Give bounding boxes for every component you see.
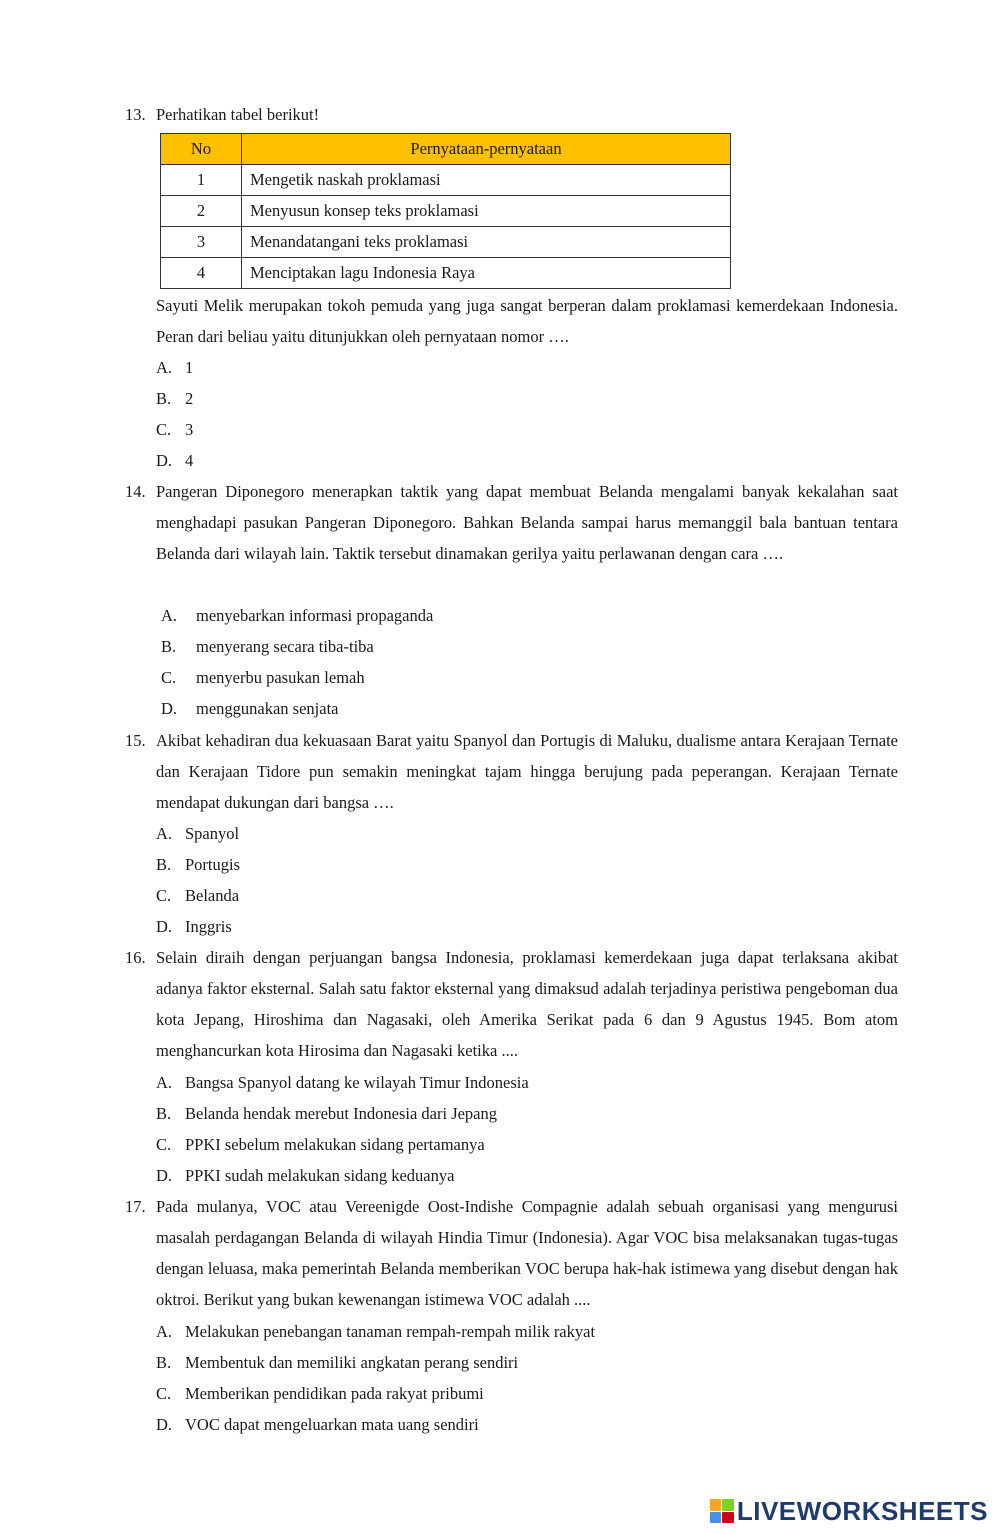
option-letter: B. [156, 855, 172, 874]
question-13-text [125, 290, 898, 352]
question-17 [125, 1191, 898, 1315]
option-text: Portugis [185, 855, 241, 874]
question-15 [125, 725, 898, 818]
question-14 [125, 476, 898, 600]
question-title: Perhatikan tabel berikut! [156, 105, 320, 124]
option-text: 1 [185, 358, 194, 377]
option-letter: B. [156, 1104, 172, 1123]
option-letter: D. [156, 1166, 173, 1185]
option-text: 3 [185, 420, 194, 439]
row-statement: Menandatangani teks proklamasi [242, 227, 731, 258]
option-text: Membentuk dan memiliki angkatan perang sendiri [185, 1353, 519, 1372]
option-letter: D. [161, 699, 178, 718]
question-text: Selain diraih dengan perjuangan bangsa Indonesia, proklamasi kemerdekaan juga dapat terlaksana akibat adanya faktor eksternal. Salah satu faktor eksternal yang dimaksud adalah terjadinya peristiwa pengeboman dua kota Jepang, Hiroshima dan Nagasaki, oleh Amerika Serikat pada 6 dan 9 Agustus 1945. Bom atom menghancurkan kota Hirosima dan Nagasaki ketika .... [156, 948, 898, 1060]
option-letter: A. [156, 358, 173, 377]
row-statement: Menyusun konsep teks proklamasi [242, 196, 731, 227]
option-letter: A. [156, 824, 173, 843]
row-number: 1 [161, 165, 242, 196]
table-row [161, 165, 731, 196]
table-row [161, 227, 731, 258]
question-number: 13. [125, 105, 146, 124]
option-letter: C. [156, 886, 172, 905]
question-13 [125, 99, 898, 130]
question-number: 15. [125, 731, 146, 750]
option-text: menyebarkan informasi propaganda [196, 606, 434, 625]
option-letter: A. [156, 1322, 173, 1341]
option-letter: D. [156, 451, 173, 470]
option-letter: C. [156, 420, 172, 439]
option-text: Bangsa Spanyol datang ke wilayah Timur Indonesia [185, 1073, 529, 1092]
table-row [161, 196, 731, 227]
header-statements: Pernyataan-pernyataan [242, 134, 731, 165]
option-text: menyerbu pasukan lemah [196, 668, 365, 687]
row-statement: Menciptakan lagu Indonesia Raya [242, 258, 731, 289]
table-header-row [161, 134, 731, 165]
option-letter: B. [161, 637, 177, 656]
question-text: Sayuti Melik merupakan tokoh pemuda yang juga sangat berperan dalam proklamasi kemerdekaan Indonesia. Peran dari beliau yaitu ditunjukkan oleh pernyataan nomor …. [156, 296, 898, 346]
option-letter: B. [156, 1353, 172, 1372]
question-16 [125, 942, 898, 1066]
statements-table [160, 133, 731, 289]
table-row [161, 258, 731, 289]
option-letter: A. [156, 1073, 173, 1092]
option-text: Spanyol [185, 824, 240, 843]
option-text: PPKI sudah melakukan sidang keduanya [185, 1166, 455, 1185]
question-number: 16. [125, 948, 146, 967]
header-no: No [161, 134, 242, 165]
option-text: menyerang secara tiba-tiba [196, 637, 374, 656]
option-text: VOC dapat mengeluarkan mata uang sendiri [185, 1415, 479, 1434]
liveworksheets-logo-icon [710, 1499, 734, 1523]
question-number: 14. [125, 482, 146, 501]
option-letter: C. [156, 1384, 172, 1403]
option-text: Melakukan penebangan tanaman rempah-rempah milik rakyat [185, 1322, 596, 1341]
option-text: Belanda hendak merebut Indonesia dari Jepang [185, 1104, 498, 1123]
option-text: 2 [185, 389, 194, 408]
option-letter: C. [156, 1135, 172, 1154]
row-number: 2 [161, 196, 242, 227]
option-letter: D. [156, 917, 173, 936]
brand-name: LIVEWORKSHEETS [736, 1495, 988, 1526]
question-text: Akibat kehadiran dua kekuasaan Barat yaitu Spanyol dan Portugis di Maluku, dualisme antara Kerajaan Ternate dan Kerajaan Tidore pun semakin meningkat tajam hingga berujung pada peperangan. Kerajaan Ternate mendapat dukungan dari bangsa …. [156, 731, 898, 812]
option-letter: D. [156, 1415, 173, 1434]
row-number: 3 [161, 227, 242, 258]
row-statement: Mengetik naskah proklamasi [242, 165, 731, 196]
option-letter: B. [156, 389, 172, 408]
question-text: Pada mulanya, VOC atau Vereenigde Oost-Indishe Compagnie adalah sebuah organisasi yang mengurusi masalah perdagangan Belanda di wilayah Hindia Timur (Indonesia). Agar VOC bisa melaksanakan tugas-tugas dengan leluasa, maka pemerintah Belanda memberikan VOC berupa hak-hak istimewa yang disebut dengan hak oktroi. Berikut yang bukan kewenangan istimewa VOC adalah .... [156, 1197, 898, 1309]
option-text: 4 [185, 451, 194, 470]
option-text: Inggris [185, 917, 232, 936]
liveworksheets-brand[interactable] [710, 1496, 988, 1526]
option-letter: A. [161, 606, 178, 625]
option-text: Belanda [185, 886, 240, 905]
row-number: 4 [161, 258, 242, 289]
option-text: PPKI sebelum melakukan sidang pertamanya [185, 1135, 485, 1154]
option-text: menggunakan senjata [196, 699, 339, 718]
question-text: Pangeran Diponegoro menerapkan taktik yang dapat membuat Belanda mengalami banyak kekalahan saat menghadapi pasukan Pangeran Diponegoro. Bahkan Belanda sampai harus memanggil bala bantuan tentara Belanda dari wilayah lain. Taktik tersebut dinamakan gerilya yaitu perlawanan dengan cara …. [156, 482, 898, 563]
option-text: Memberikan pendidikan pada rakyat pribumi [185, 1384, 484, 1403]
option-letter: C. [161, 668, 177, 687]
question-number: 17. [125, 1197, 146, 1216]
